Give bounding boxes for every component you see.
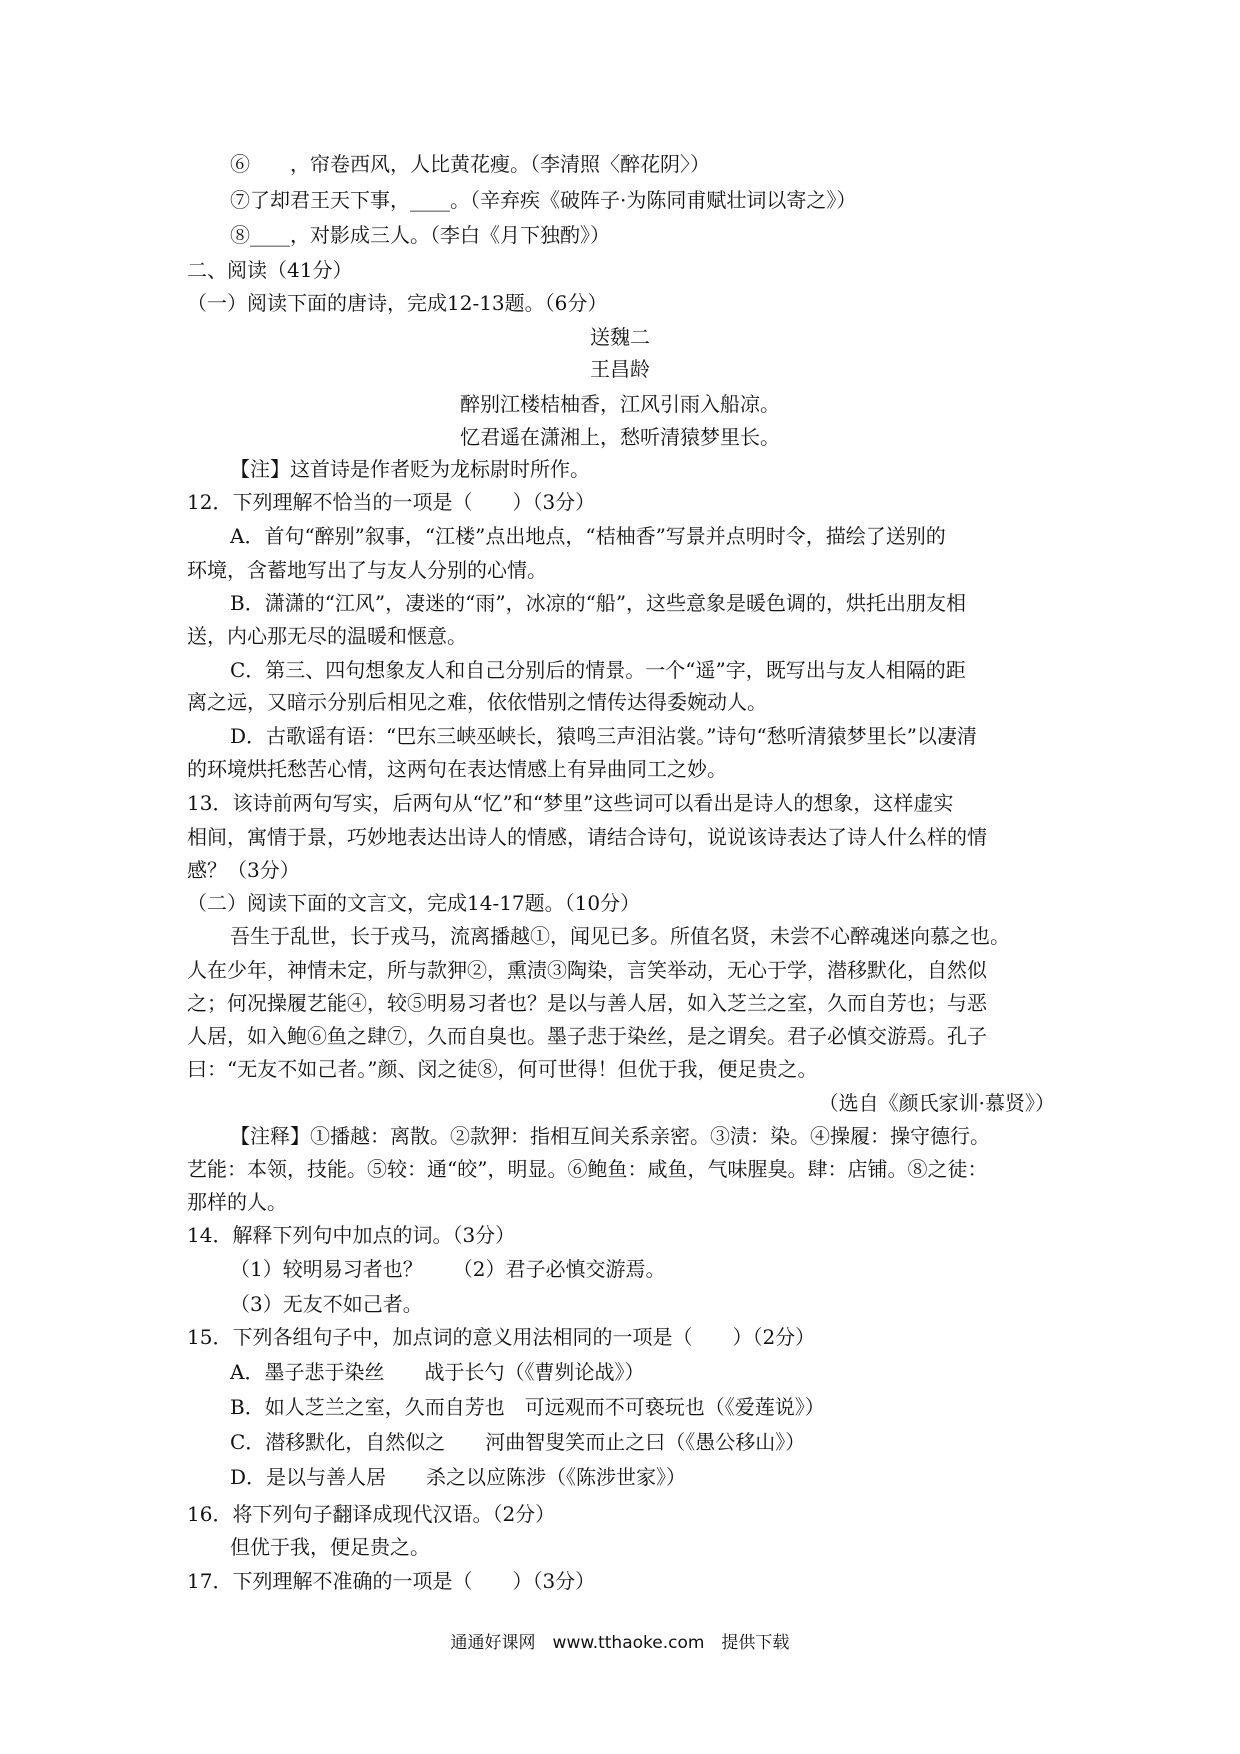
- text-line: 醉别江楼桔柚香，江风引雨入船凉。: [460, 392, 780, 416]
- text-line: 二、阅读（41分）: [187, 258, 353, 282]
- text-line: 【注释】①播越：离散。②款狎：指相互间关系亲密。③渍：染。④操履：操守德行。: [230, 1124, 990, 1148]
- text-line: 王昌龄: [590, 357, 650, 381]
- text-line: （一）阅读下面的唐诗，完成12-13题。（6分）: [187, 291, 608, 315]
- text-line: 离之远，又暗示分别后相见之难，依依惜别之情传达得委婉动人。: [187, 690, 767, 714]
- text-line: （选自《颜氏家训·慕贤》）: [818, 1091, 1055, 1115]
- text-line: A．墨子悲于染丝 战于长勺（《曹刿论战》）: [230, 1360, 645, 1384]
- text-line: 相间，寓情于景，巧妙地表达出诗人的情感，请结合诗句，说说该诗表达了诗人什么样的情: [187, 825, 987, 849]
- text-line: B．潇潇的“江风”，凄迷的“雨”，冰凉的“船”，这些意象是暖色调的，烘托出朋友相: [230, 591, 967, 615]
- text-line: 17．下列理解不准确的一项是（ ）（3分）: [187, 1569, 596, 1593]
- text-line: 那样的人。: [187, 1190, 287, 1214]
- text-line: 12．下列理解不恰当的一项是（ ）（3分）: [187, 490, 596, 514]
- page-footer: 通通好课网 www.tthaoke.com 提供下载: [450, 1633, 790, 1653]
- text-line: C．第三、四句想象友人和自己分别后的情景。一个“遥”字，既写出与友人相隔的距: [230, 658, 966, 682]
- text-line: 15．下列各组句子中，加点词的意义用法相同的一项是（ ）（2分）: [187, 1325, 816, 1349]
- text-line: 【注】这首诗是作者贬为龙标尉时所作。: [230, 457, 590, 481]
- text-line: 的环境烘托愁苦心情，这两句在表达情感上有异曲同工之妙。: [187, 757, 727, 781]
- text-line: 忆君遥在潇湘上，愁听清猿梦里长。: [460, 425, 780, 449]
- text-line: 曰：“无友不如己者。”颜、闵之徒⑧，何可世得！但优于我，便足贵之。: [187, 1057, 818, 1081]
- text-line: 艺能：本领，技能。⑤较：通“皎”，明显。⑥鲍鱼：咸鱼，气味腥臭。肆：店铺。⑧之徒：: [187, 1157, 988, 1181]
- text-line: 14．解释下列句中加点的词。（3分）: [187, 1223, 516, 1247]
- text-line: 人居，如入鲍⑥鱼之肆⑦，久而自臭也。墨子悲于染丝，是之谓矣。君子必慎交游焉。孔子: [187, 1024, 987, 1048]
- text-line: D．古歌谣有语：“巴东三峡巫峡长，猿鸣三声泪沾裳。”诗句“愁听清猿梦里长”以凄清: [230, 724, 977, 748]
- text-line: D．是以与善人居 杀之以应陈涉（《陈涉世家》）: [230, 1465, 687, 1489]
- text-line: ⑧____，对影成三人。（李白《月下独酌》）: [230, 223, 610, 247]
- text-line: 之；何况操履艺能④，较⑤明易习者也？是以与善人居，如入芝兰之室，久而自芳也；与恶: [187, 991, 987, 1015]
- text-line: （1）较明易习者也？ （2）君子必慎交游焉。: [230, 1257, 666, 1281]
- text-line: C．潜移默化，自然似之 河曲智叟笑而止之曰（《愚公移山》）: [230, 1430, 806, 1454]
- text-line: B．如人芝兰之室，久而自芳也 可远观而不可亵玩也（《爱莲说》）: [230, 1395, 825, 1419]
- text-line: 送魏二: [590, 325, 650, 349]
- text-line: 送，内心那无尽的温暖和惬意。: [187, 624, 467, 648]
- text-line: 16．将下列句子翻译成现代汉语。（2分）: [187, 1502, 556, 1526]
- text-line: 人在少年，神情未定，所与款狎②，熏渍③陶染，言笑举动，无心于学，潜移默化，自然似: [187, 958, 987, 982]
- text-line: 吾生于乱世，长于戎马，流离播越①，闻见已多。所值名贤，未尝不心醉魂迷向慕之也。: [230, 924, 1010, 948]
- text-line: （二）阅读下面的文言文，完成14-17题。（10分）: [187, 891, 641, 915]
- text-line: 13．该诗前两句写实，后两句从“忆”和“梦里”这些词可以看出是诗人的想象，这样虚实: [187, 791, 954, 815]
- text-line: 感？（3分）: [187, 858, 300, 882]
- text-line: 但优于我，便足贵之。: [230, 1535, 430, 1559]
- text-line: ⑦了却君王天下事，____。（辛弃疾《破阵子·为陈同甫赋壮词以寄之》）: [230, 188, 857, 212]
- text-line: （3）无友不如己者。: [230, 1292, 423, 1316]
- text-line: ⑥ ，帘卷西风，人比黄花瘦。（李清照〈醉花阴〉）: [230, 152, 710, 176]
- text-line: 环境，含蓄地写出了与友人分别的心情。: [187, 558, 547, 582]
- text-line: A．首句“醉别”叙事，“江楼”点出地点，“桔柚香”写景并点明时令，描绘了送别的: [230, 524, 946, 548]
